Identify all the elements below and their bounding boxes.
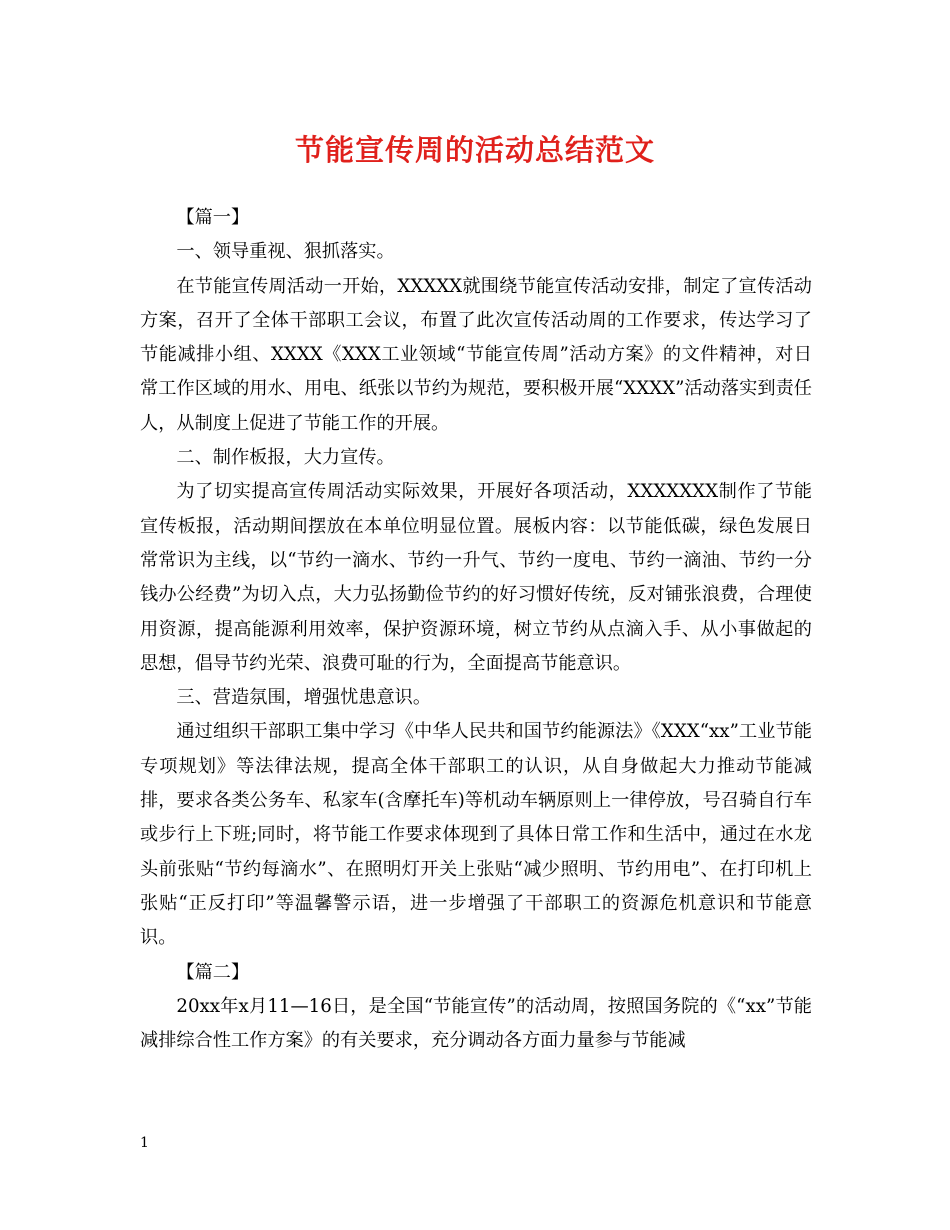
paragraph-1: 在节能宣传周活动一开始，XXXXX就围绕节能宣传活动安排，制定了宣传活动方案，召开了全体干部职工会议，布置了此次宣传活动周的工作要求，传达学习了节能减排小组、XXXX《XXX工业领域“节能宣传周”活动方案》的文件精神，对日常工作区域的用水、用电、纸张以节约为规范，要积极开展“XXXX”活动落实到责任人，从制度上促进了节能工作的开展。 — [140, 275, 812, 434]
document-body — [140, 201, 812, 1058]
section-heading-part-one: 【篇一】 — [176, 207, 250, 228]
paragraph-2: 为了切实提高宣传周活动实际效果，开展好各项活动，XXXXXXX制作了节能宣传板报，活动期间摆放在本单位明显位置。展板内容：以节能低碳，绿色发展日常常识为主线，以“节约一滴水、节约一升气、节约一度电、节约一滴油、节约一分钱办公经费”为切入点，大力弘扬勤俭节约的好习惯好传统，反对铺张浪费，合理使用资源，提高能源利用效率，保护资源环境，树立节约从点滴入手、从小事做起的思想，倡导节约光荣、浪费可耻的行为，全面提高节能意识。 — [140, 481, 812, 674]
subheading-2: 二、制作板报，大力宣传。 — [176, 447, 395, 469]
page-number: 1 — [140, 1135, 149, 1151]
subheading-3: 三、营造氛围，增强忧患意识。 — [176, 687, 432, 709]
section-heading-part-two: 【篇二】 — [176, 961, 250, 983]
paragraph-3: 通过组织干部职工集中学习《中华人民共和国节约能源法》《XXX“xx”工业节能专项规划》等法律法规，提高全体干部职工的认识，从自身做起大力推动节能减排，要求各类公务车、私家车(含摩托车)等机动车辆原则上一律停放，号召骑自行车或步行上下班;同时，将节能工作要求体现到了具体日常工作和生活中，通过在水龙头前张贴“节约每滴水”、在照明灯开关上张贴“减少照明、节约用电”、在打印机上张贴“正反打印”等温馨警示语，进一步增强了干部职工的资源危机意识和节能意识。 — [140, 721, 812, 949]
document-title: 节能宣传周的活动总结范文 — [294, 133, 655, 167]
subheading-1: 一、领导重视、狠抓落实。 — [176, 241, 395, 263]
paragraph-4: 20xx年x月11—16日，是全国“节能宣传”的活动周，按照国务院的《“xx”节能减排综合性工作方案》的有关要求，充分调动各方面力量参与节能减 — [140, 995, 812, 1052]
